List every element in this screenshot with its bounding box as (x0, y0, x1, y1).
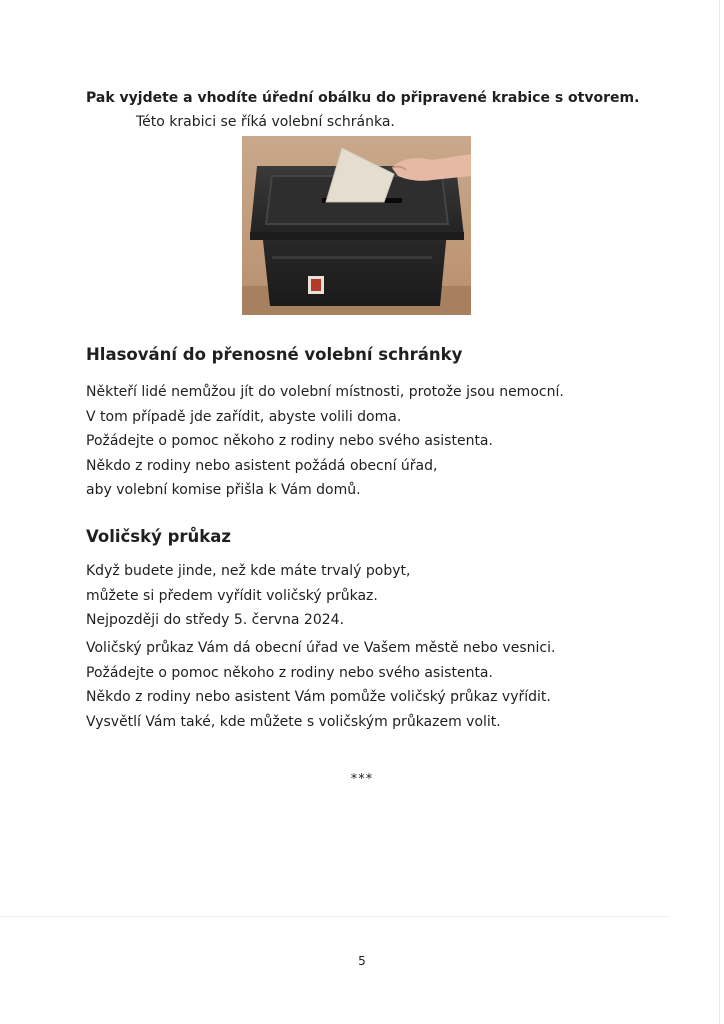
page-number: 5 (358, 954, 366, 968)
section-heading-portable-box: Hlasování do přenosné volební schránky (86, 345, 463, 364)
section-separator: *** (350, 772, 374, 787)
voter-card-paragraph-1 (86, 559, 410, 633)
portable-box-paragraph (86, 380, 564, 503)
text-line: Někdo z rodiny nebo asistent Vám pomůže voličský průkaz vyřídit. (86, 689, 551, 705)
voter-card-paragraph-2 (86, 636, 555, 734)
text-line: Někdo z rodiny nebo asistent požádá obecní úřad, (86, 457, 438, 474)
text-line: Vysvětlí Vám také, kde můžete s voličským průkazem volit. (86, 713, 501, 730)
page-edge-line (719, 0, 720, 1024)
text-line: Voličský průkaz Vám dá obecní úřad ve Vašem městě nebo vesnici. (86, 640, 556, 656)
text-line: Nejpozději do středy 5. června 2024. (86, 612, 345, 628)
text-line: Požádejte o pomoc někoho z rodiny nebo svého asistenta. (86, 433, 493, 449)
text-line: Požádejte o pomoc někoho z rodiny nebo svého asistenta. (86, 664, 493, 681)
text-line: Když budete jinde, než kde máte trvalý pobyt, (86, 563, 411, 579)
text-line: Někteří lidé nemůžou jít do volební místnosti, protože jsou nemocní. (86, 384, 564, 400)
intro-sub-line: Této krabici se říká volební schránka. (136, 114, 395, 130)
intro-bold-line: Pak vyjdete a vhodíte úřední obálku do připravené krabice s otvorem. (86, 90, 640, 106)
footer-divider (0, 916, 670, 917)
section-heading-voter-card: Voličský průkaz (86, 527, 231, 546)
text-line: můžete si předem vyřídit voličský průkaz. (86, 587, 378, 604)
text-line: aby volební komise přišla k Vám domů. (86, 482, 361, 498)
ballot-box-photo (242, 136, 471, 315)
text-line: V tom případě jde zařídit, abyste volili doma. (86, 408, 402, 425)
